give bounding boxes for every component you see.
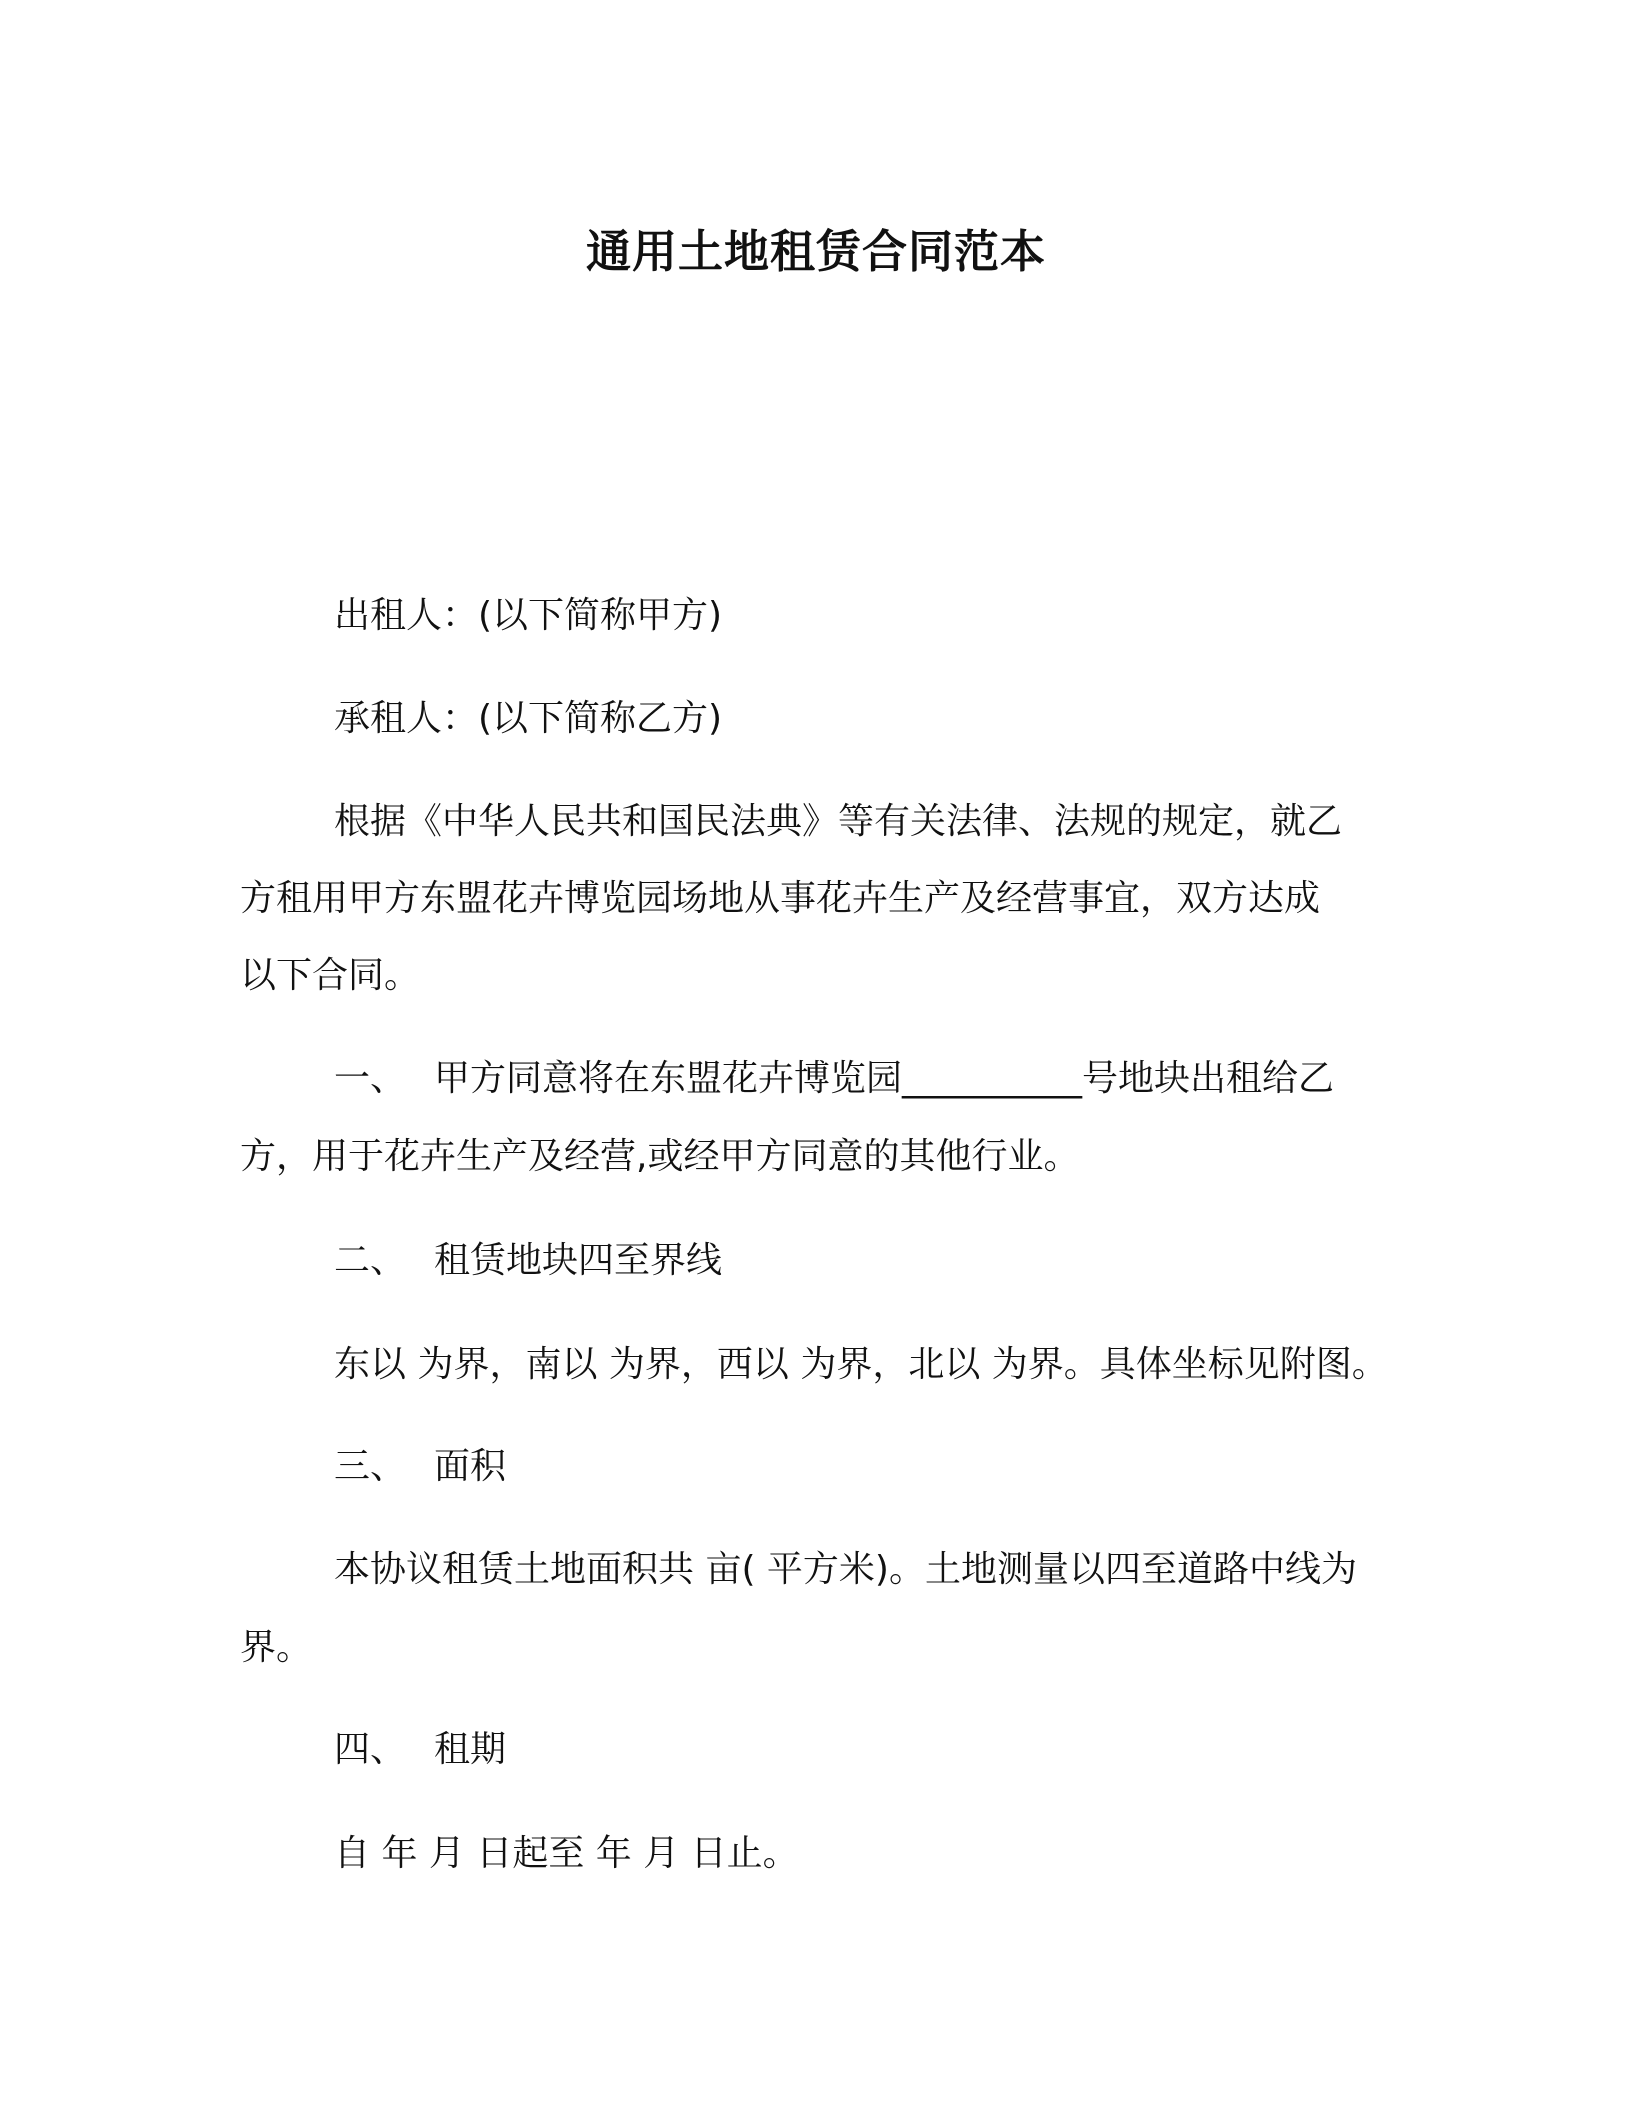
clause-3-line-1: 本协议租赁土地面积共 亩( 平方米)。土地测量以四至道路中线为	[334, 1549, 1357, 1590]
clause-2-number: 二、	[334, 1240, 407, 1281]
clause-1-line-2: 方，用于花卉生产及经营,或经甲方同意的其他行业。	[240, 1136, 1080, 1177]
document-title: 通用土地租赁合同范本	[585, 225, 1046, 278]
lessee-line: 承租人：(以下简称乙方)	[334, 698, 723, 739]
clause-2-heading	[334, 1237, 722, 1285]
lessor-line: 出租人：(以下简称甲方)	[334, 595, 723, 636]
clause-4-heading	[334, 1726, 506, 1774]
clause-1-number: 一、	[334, 1058, 407, 1099]
clause-3-heading	[334, 1443, 506, 1491]
clause-3-title: 面积	[434, 1446, 507, 1487]
clause-1-text: 甲方同意将在东盟花卉博览园__________号地块出租给乙	[434, 1058, 1335, 1099]
preamble-line-2: 方租用甲方东盟花卉博览园场地从事花卉生产及经营事宜，双方达成	[240, 878, 1321, 919]
clause-3-line-2: 界。	[240, 1627, 313, 1668]
clause-4-title: 租期	[434, 1729, 507, 1770]
clause-3-number: 三、	[334, 1446, 407, 1487]
clause-1-line-1	[334, 1055, 1334, 1103]
clause-2-body: 东以 为界，南以 为界，西以 为界，北以 为界。具体坐标见附图。	[334, 1344, 1388, 1385]
clause-4-body: 自 年 月 日起至 年 月 日止。	[334, 1833, 799, 1874]
clause-2-title: 租赁地块四至界线	[434, 1240, 723, 1281]
clause-4-number: 四、	[334, 1729, 407, 1770]
preamble-line-3: 以下合同。	[240, 955, 421, 996]
preamble-line-1: 根据《中华人民共和国民法典》等有关法律、法规的规定，就乙	[334, 801, 1343, 842]
